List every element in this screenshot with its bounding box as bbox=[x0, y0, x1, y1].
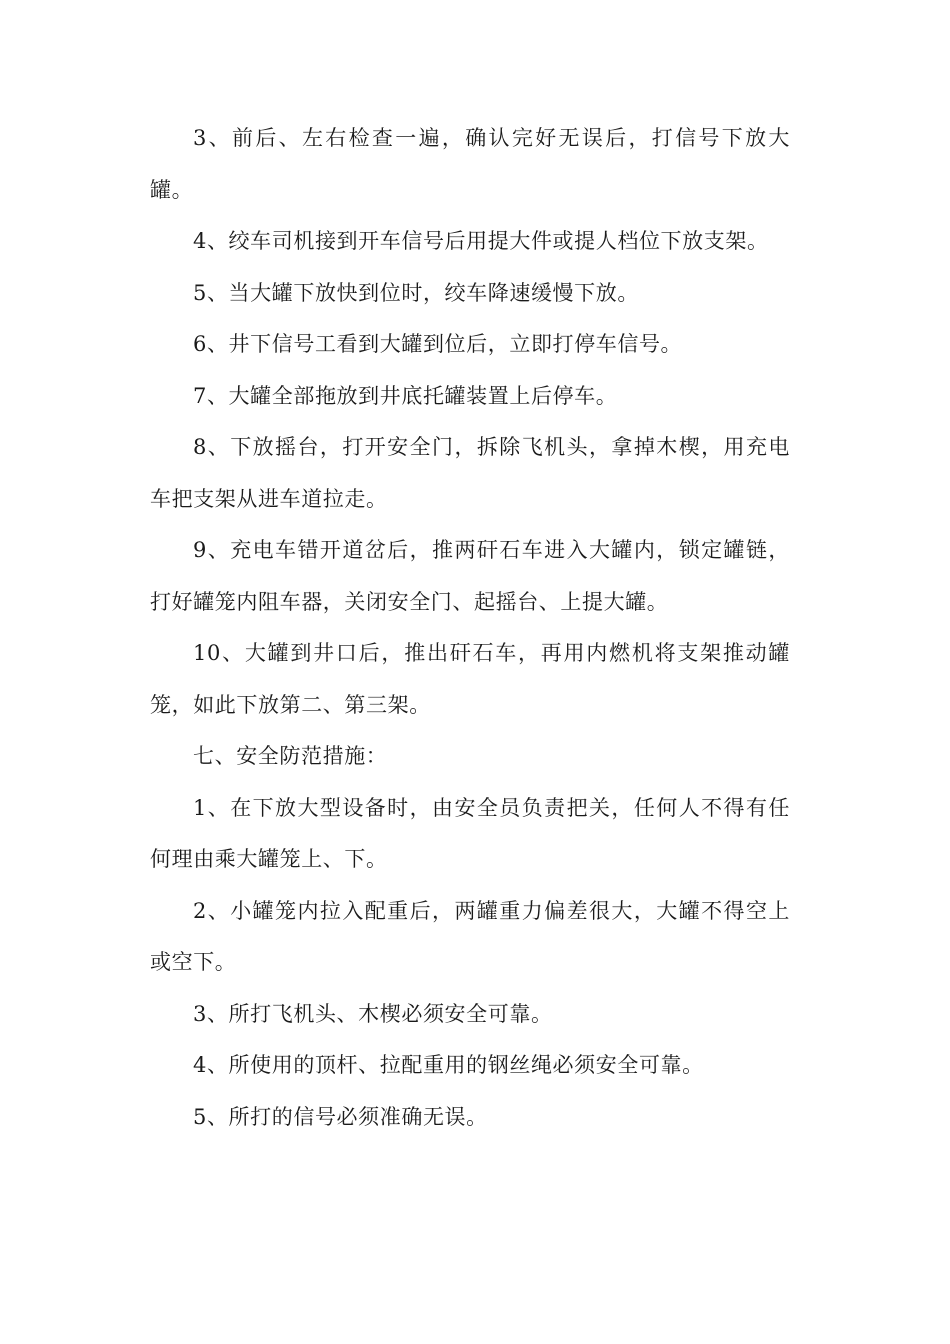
paragraph-measure-1: 1、在下放大型设备时，由安全员负责把关，任何人不得有任何理由乘大罐笼上、下。 bbox=[150, 795, 790, 871]
paragraph-step-4: 4、绞车司机接到开车信号后用提大件或提人档位下放支架。 bbox=[193, 229, 769, 253]
paragraph-step-6: 6、井下信号工看到大罐到位后，立即打停车信号。 bbox=[193, 332, 683, 356]
paragraph-measure-3: 3、所打飞机头、木楔必须安全可靠。 bbox=[193, 1001, 553, 1026]
paragraph-step-9: 9、充电车错开道岔后，推两矸石车进入大罐内，锁定罐链，打好罐笼内阻车器，关闭安全门、起摇台、上提大罐。 bbox=[150, 538, 790, 614]
paragraph-step-3: 3、前后、左右检查一遍，确认完好无误后，打信号下放大罐。 bbox=[150, 126, 790, 202]
paragraph-step-7: 7、大罐全部拖放到井底托罐装置上后停车。 bbox=[193, 383, 618, 408]
paragraph-measure-4: 4、所使用的顶杆、拉配重用的钢丝绳必须安全可靠。 bbox=[193, 1053, 704, 1077]
paragraph-step-10: 10、大罐到井口后，推出矸石车，再用内燃机将支架推动罐笼，如此下放第二、第三架。 bbox=[150, 641, 790, 717]
paragraph-step-5: 5、当大罐下放快到位时，绞车降速缓慢下放。 bbox=[193, 280, 639, 305]
section-heading-safety-measures: 七、安全防范措施： bbox=[193, 744, 388, 768]
document-body bbox=[150, 113, 790, 1143]
paragraph-measure-5: 5、所打的信号必须准确无误。 bbox=[193, 1104, 488, 1129]
paragraph-step-8: 8、下放摇台，打开安全门，拆除飞机头，拿掉木楔，用充电车把支架从进车道拉走。 bbox=[150, 435, 790, 511]
paragraph-measure-2: 2、小罐笼内拉入配重后，两罐重力偏差很大，大罐不得空上或空下。 bbox=[150, 898, 790, 974]
